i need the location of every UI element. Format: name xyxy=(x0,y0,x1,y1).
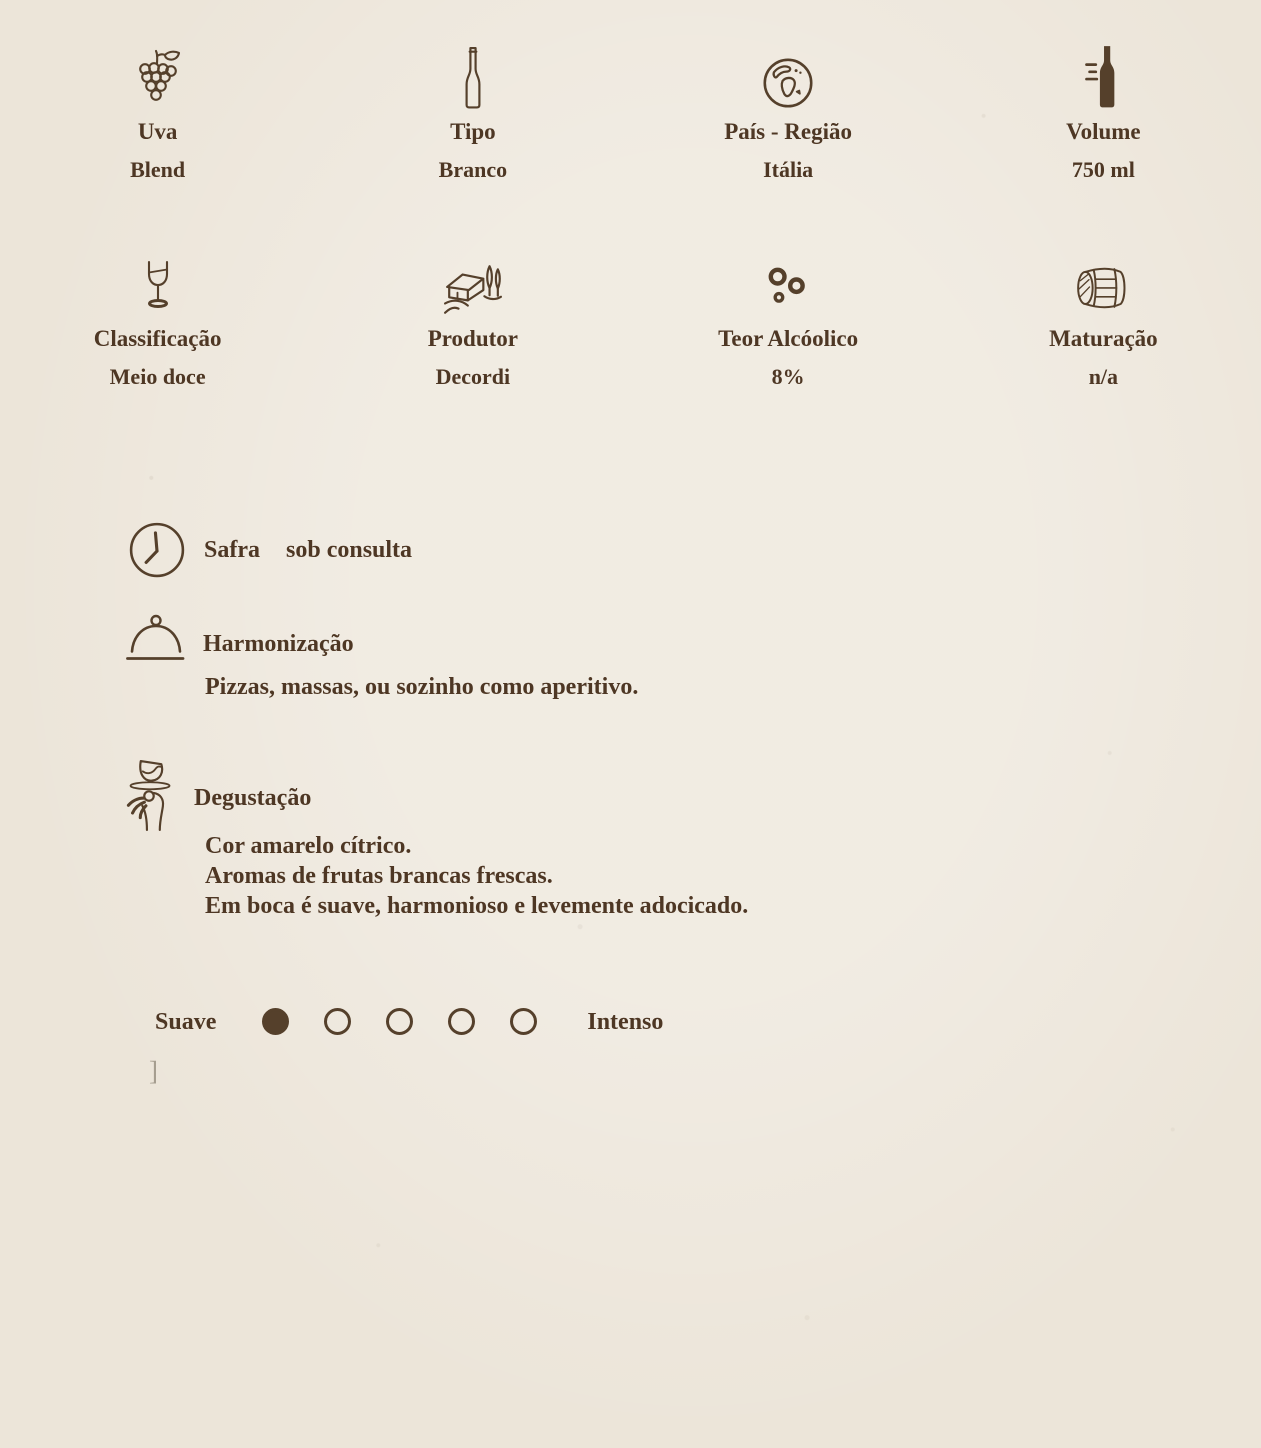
attribute-label: Uva xyxy=(137,119,178,144)
wine-bottle-icon xyxy=(462,46,484,110)
volume-bottle-icon xyxy=(1084,44,1122,110)
attribute-label: Tipo xyxy=(450,119,496,144)
globe-icon xyxy=(761,56,815,110)
degustacao-label: Degustação xyxy=(194,785,312,811)
clock-icon xyxy=(128,521,186,579)
attribute-card-maturacao xyxy=(946,245,1261,388)
degustacao-line: Aromas de frutas brancas frescas. xyxy=(205,863,553,889)
wine-glass-icon xyxy=(134,253,182,317)
attribute-value: Meio doce xyxy=(109,364,206,389)
intensity-dot xyxy=(386,1008,413,1035)
harmonizacao-label: Harmonização xyxy=(203,631,354,657)
bubbles-icon xyxy=(766,267,810,307)
intensity-dot xyxy=(262,1008,289,1035)
intensity-dot xyxy=(510,1008,537,1035)
intensity-dots xyxy=(262,1008,537,1035)
safra-label: Safra xyxy=(204,537,260,563)
harmonizacao-text: Pizzas, massas, ou sozinho como aperitivo. xyxy=(205,674,639,700)
farm-icon xyxy=(443,261,503,317)
degustacao-section xyxy=(118,758,311,832)
attribute-label: País - Região xyxy=(724,119,852,144)
attribute-card-classificacao xyxy=(0,245,315,388)
attribute-grid xyxy=(0,0,1261,388)
attribute-card-produtor xyxy=(315,245,630,388)
attribute-value: Itália xyxy=(763,157,814,182)
attribute-value: n/a xyxy=(1088,364,1119,389)
barrel-icon xyxy=(1074,265,1132,313)
attribute-value: Branco xyxy=(438,157,508,182)
attribute-card-volume xyxy=(946,38,1261,181)
cloche-icon xyxy=(125,614,191,664)
safra-section xyxy=(128,521,412,579)
scale-left-label: Suave xyxy=(155,1008,217,1035)
attribute-card-tipo xyxy=(315,38,630,181)
attribute-card-teor xyxy=(631,245,946,388)
degustacao-text xyxy=(205,831,748,921)
attribute-label: Produtor xyxy=(427,326,519,351)
intensity-dot xyxy=(448,1008,475,1035)
attribute-value: Blend xyxy=(130,157,186,182)
intensity-dot xyxy=(324,1008,351,1035)
attribute-label: Classificação xyxy=(93,326,222,351)
grapes-icon xyxy=(135,46,181,110)
attribute-card-uva xyxy=(0,38,315,181)
degustacao-line: Cor amarelo cítrico. xyxy=(205,833,412,859)
attribute-value: 750 ml xyxy=(1071,157,1135,182)
attribute-card-pais xyxy=(631,38,946,181)
harmonizacao-section xyxy=(125,614,354,664)
attribute-label: Volume xyxy=(1066,119,1141,144)
scale-right-label: Intenso xyxy=(587,1008,664,1035)
intensity-scale xyxy=(155,1008,663,1035)
attribute-label: Teor Alcóolico xyxy=(718,326,859,351)
stray-bracket: ] xyxy=(149,1056,158,1086)
attribute-value: 8% xyxy=(771,364,805,389)
attribute-value: Decordi xyxy=(435,364,511,389)
attribute-label: Maturação xyxy=(1049,326,1158,351)
safra-value: sob consulta xyxy=(286,537,413,563)
degustacao-line: Em boca é suave, harmonioso e levemente adocicado. xyxy=(205,893,749,919)
sommelier-hand-icon xyxy=(118,758,180,832)
